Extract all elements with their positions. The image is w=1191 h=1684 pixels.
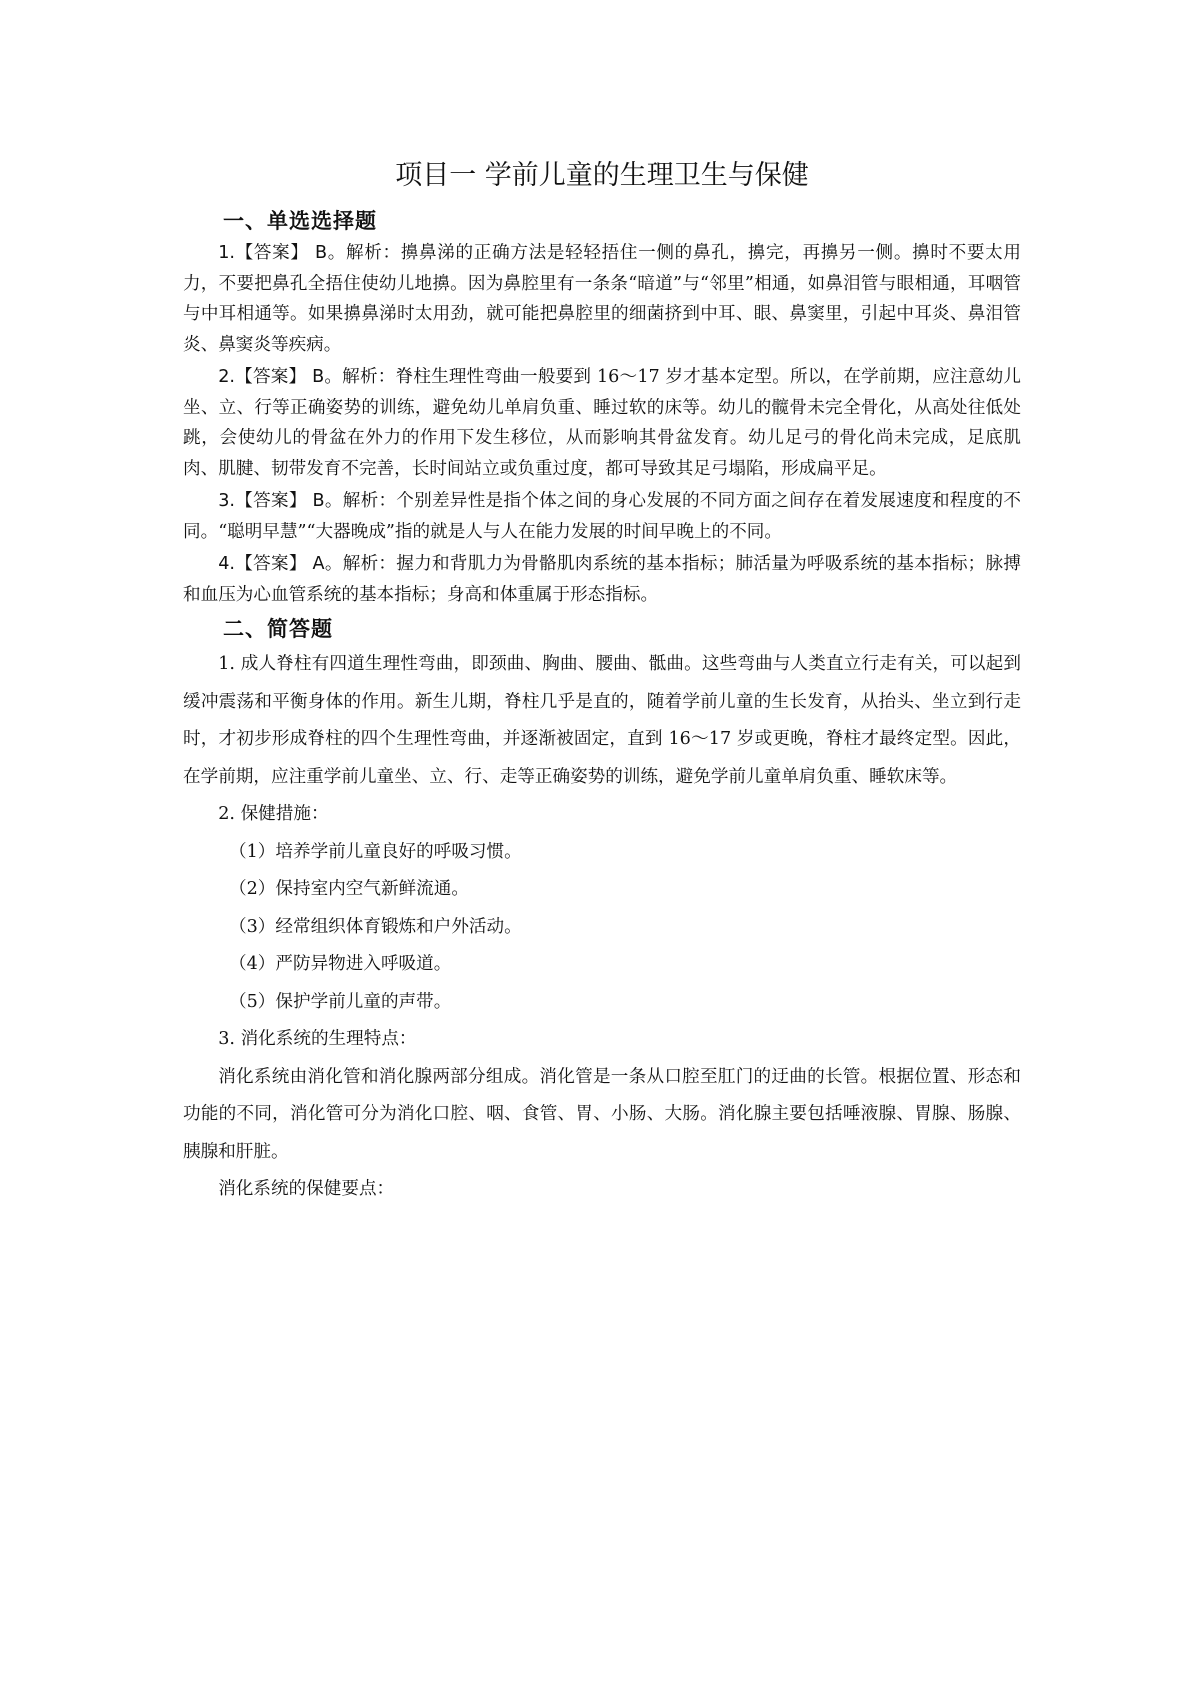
answer-explanation: 。解析：个别差异性是指个体之间的身心发展的不同方面之间存在着发展速度和程度的不同。“聪明早慧”“大器晚成”指的就是人与人在能力发展的时间早晚上的不同。 bbox=[183, 491, 1021, 542]
answer-tag: 【答案】 bbox=[234, 491, 307, 511]
answer-letter: B bbox=[314, 243, 328, 263]
digestive-system-description: 消化系统由消化管和消化腺两部分组成。消化管是一条从口腔至肛门的迂曲的长管。根据位置、形态和功能的不同，消化管可分为消化口腔、咽、食管、胃、小肠、大肠。消化腺主要包括唾液腺、胃腺、肠腺、胰腺和肝脏。 bbox=[183, 1066, 1021, 1162]
answer-paragraph bbox=[183, 238, 1021, 360]
document-page bbox=[183, 150, 1021, 1209]
care-measure-item: （3）经常组织体育锻炼和户外活动。 bbox=[229, 916, 522, 937]
section-heading-single-choice: 一、单选选择题 bbox=[223, 209, 377, 233]
answer-explanation: 。解析：脊柱生理性弯曲一般要到 16～17 岁才基本定型。所以，在学前期，应注意幼儿坐、立、行等正确姿势的训练，避免幼儿单肩负重、睡过软的床等。幼儿的髋骨未完全骨化，从高处往低处跳，会使幼儿的骨盆在外力的作用下发生移位，从而影响其骨盆发育。幼儿足弓的骨化尚未完成，足底肌肉、肌腱、韧带发育不完善，长时间站立或负重过度，都可导致其足弓塌陷，形成扁平足。 bbox=[183, 367, 1022, 479]
digestive-care-heading: 消化系统的保健要点： bbox=[218, 1179, 395, 1199]
answer-paragraph bbox=[183, 362, 1021, 484]
answer-paragraph bbox=[183, 486, 1021, 547]
answer-letter: A bbox=[312, 554, 325, 574]
answer-tag: 【答案】 bbox=[234, 554, 307, 574]
answer-tag: 【答案】 bbox=[234, 367, 307, 387]
section-heading-short-answer: 二、简答题 bbox=[223, 617, 333, 641]
answer-number: 1. bbox=[218, 243, 235, 263]
answer-explanation: 。解析：握力和背肌力为骨骼肌肉系统的基本指标；肺活量为呼吸系统的基本指标；脉搏和血压为心血管系统的基本指标；身高和体重属于形态指标。 bbox=[183, 554, 1021, 605]
answer-tag: 【答案】 bbox=[234, 243, 309, 263]
care-measure-item: （1）培养学前儿童良好的呼吸习惯。 bbox=[229, 841, 522, 862]
answer-number: 2. bbox=[218, 367, 235, 387]
care-measure-item: （5）保护学前儿童的声带。 bbox=[229, 991, 452, 1012]
answer-explanation: 。解析：擤鼻涕的正确方法是轻轻捂住一侧的鼻孔，擤完，再擤另一侧。擤时不要太用力，不要把鼻孔全捂住使幼儿地擤。因为鼻腔里有一条条“暗道”与“邻里”相通，如鼻泪管与眼相通，耳咽管与中耳相通等。如果擤鼻涕时太用劲，就可能把鼻腔里的细菌挤到中耳、眼、鼻窦里，引起中耳炎、鼻泪管炎、鼻窦炎等疾病。 bbox=[183, 243, 1021, 355]
page-title: 项目一 学前儿童的生理卫生与保健 bbox=[395, 160, 809, 191]
short-answer-3-heading: 3. 消化系统的生理特点： bbox=[218, 1029, 417, 1049]
answer-paragraph bbox=[183, 549, 1021, 610]
answer-number: 4. bbox=[218, 554, 235, 574]
care-measure-item: （4）严防异物进入呼吸道。 bbox=[229, 954, 452, 974]
short-answer-2-heading: 2. 保健措施： bbox=[218, 804, 329, 824]
short-answer-1: 1. 成人脊柱有四道生理性弯曲，即颈曲、胸曲、腰曲、骶曲。这些弯曲与人类直立行走有关，可以起到缓冲震荡和平衡身体的作用。新生儿期，脊柱几乎是直的，随着学前儿童的生长发育，从抬头、坐立到行走时，才初步形成脊柱的四个生理性弯曲，并逐渐被固定，直到 16～17 岁或更晚，脊柱才最终定型。因此，在学前期，应注重学前儿童坐、立、行、走等正确姿势的训练，避免学前儿童单肩负重、睡软床等。 bbox=[183, 654, 1021, 787]
answer-number: 3. bbox=[218, 491, 235, 511]
care-measure-item: （2）保持室内空气新鲜流通。 bbox=[229, 879, 469, 899]
answer-letter: B bbox=[312, 491, 325, 511]
answer-letter: B bbox=[312, 367, 325, 387]
